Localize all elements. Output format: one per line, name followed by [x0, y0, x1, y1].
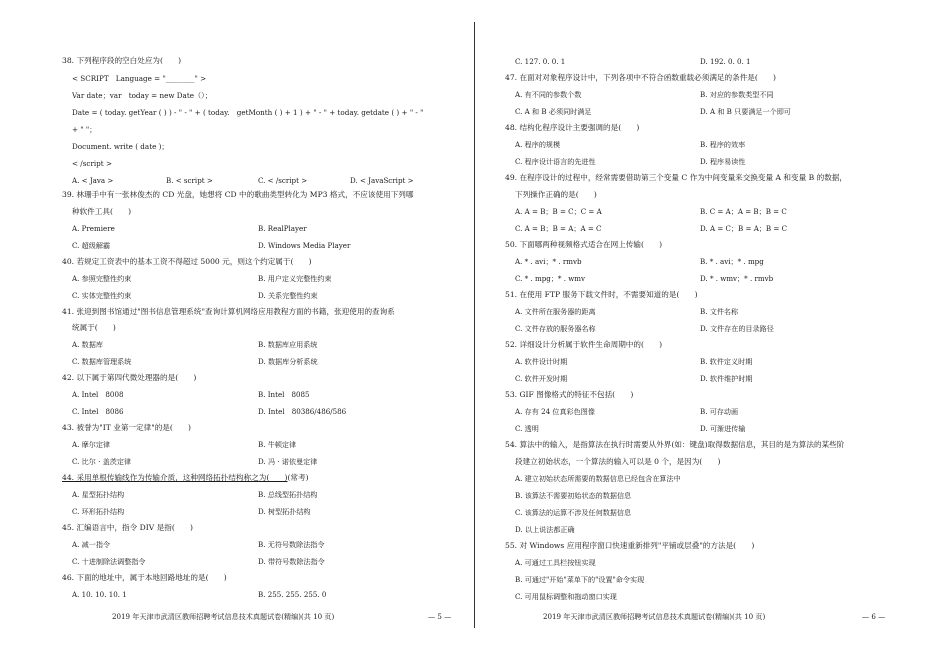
option-c: C. 可用鼠标调整和拖动窗口实现 — [515, 592, 617, 601]
question-42-stem: 42. 以下属于第四代微处理器的是( ) — [62, 373, 197, 382]
option-d: D. 以上说法都正确 — [515, 525, 575, 534]
question-52-stem: 52. 详细设计分析属于软件生命周期中的( ) — [505, 340, 663, 349]
page-divider — [474, 22, 475, 628]
option-d: D. < JavaScript > — [350, 176, 414, 185]
option-b: B. 该算法不需要初始状态的数据信息 — [515, 491, 632, 500]
option-d: D. Windows Media Player — [258, 241, 351, 250]
option-c: C. 软件开发时期 — [515, 374, 568, 383]
option-b: B. 软件定义时期 — [700, 357, 753, 366]
question-48-stem: 48. 结构化程序设计主要强调的是( ) — [505, 123, 640, 132]
option-a: A. * . avi；* . rmvb — [515, 257, 582, 266]
option-d: D. 文件存在的目录路径 — [700, 324, 774, 333]
option-c: C. 程序设计语言的先进性 — [515, 157, 596, 166]
question-39-stem: 39. 林珊手中有一张林俊杰的 CD 光盘，她想将 CD 中的歌曲类型转化为 MP3 格式，不应该使用下列哪 — [62, 190, 414, 199]
option-b: B. 文件名称 — [700, 307, 739, 316]
option-d: D. 192. 0. 0. 1 — [700, 57, 751, 66]
option-b: B. 对应的参数类型不同 — [700, 90, 774, 99]
option-a: A. 存有 24 位真彩色图像 — [515, 407, 595, 416]
option-c: C. 比尔 · 盖茨定律 — [72, 457, 132, 466]
question-47-stem: 47. 在面对对象程序设计中，下列各项中不符合函数重载必须满足的条件是( ) — [505, 73, 777, 82]
option-d: D. A = C；B = A；B = C — [700, 224, 788, 233]
option-d: D. A 和 B 只要满足一个即可 — [700, 107, 791, 116]
option-b: B. * . avi；* . mpg — [700, 257, 764, 266]
option-a: A. 可通过工具栏按钮实现 — [515, 558, 596, 567]
option-c: C. * . mpg；* . wmv — [515, 274, 586, 283]
option-c: C. 超级解霸 — [72, 241, 111, 250]
option-d: D. * . wmv；* . rmvb — [700, 274, 774, 283]
question-50-stem: 50. 下面哪两种视频格式适合在网上传输( ) — [505, 240, 663, 249]
page-number: — 6 — — [862, 612, 886, 621]
page-number: — 5 — — [428, 612, 452, 621]
footer-title: 2019 年天津市武清区教师招聘考试信息技术真题试卷(精编)(共 10 页) — [543, 612, 766, 621]
code-line-5: Document. write ( date )； — [72, 142, 169, 151]
question-44-stem — [62, 472, 309, 483]
option-a: A. 文件所在服务器的距离 — [515, 307, 596, 316]
left-page — [0, 0, 474, 655]
right-page — [476, 0, 950, 655]
option-d: D. 关系完整性约束 — [258, 291, 318, 300]
code-line-2: Var date；var today = new Date（）； — [72, 91, 212, 100]
option-c: C. Intel 8086 — [72, 407, 124, 416]
question-53-stem: 53. GIF 图像格式的特征不包括( ) — [505, 390, 634, 399]
option-d: D. 树型拓扑结构 — [258, 507, 311, 516]
option-d: D. 冯 · 诺依曼定律 — [258, 457, 318, 466]
option-b: B. 无符号数除法指令 — [258, 540, 325, 549]
question-51-stem: 51. 在使用 FTP 服务下载文件时，不需要知道的是( ) — [505, 290, 698, 299]
option-a: A. Intel 8008 — [72, 390, 124, 399]
option-b: B. 牛顿定律 — [258, 440, 297, 449]
option-b: B. 程序的效率 — [700, 140, 746, 149]
option-b: B. RealPlayer — [258, 224, 307, 233]
option-a: A. Premiere — [72, 224, 115, 233]
option-d: D. Intel 80386/486/586 — [258, 407, 347, 416]
option-d: D. 软件维护时期 — [700, 374, 753, 383]
option-c: C. 该算法的运算不涉及任何数据信息 — [515, 508, 632, 517]
option-c: C. 十进制除法调整指令 — [72, 557, 146, 566]
option-a: A. A = B；B = C；C = A — [515, 207, 602, 216]
option-a: A. 减一指令 — [72, 540, 111, 549]
option-b: B. 数据库应用系统 — [258, 340, 318, 349]
question-45-stem: 45. 汇编语言中，指令 DIV 是指( ) — [62, 523, 193, 532]
question-49-stem: 49. 在程序设计的过程中，经常需要借助第三个变量 C 作为中间变量来交换变量 A 和变量 B 的数据， — [505, 173, 847, 182]
option-a: A. 10. 10. 10. 1 — [72, 590, 127, 599]
code-line-4: + " "； — [72, 125, 97, 134]
question-41-stem: 41. 张迎到图书馆通过"图书信息管理系统"查询计算机网络应用教程方面的书籍，张迎使用的查询系 — [62, 307, 395, 316]
option-b: B. 用户定义完整性约束 — [258, 274, 332, 283]
option-b: B. 可通过"开始"菜单下的"设置"命令实现 — [515, 575, 645, 584]
question-46-stem: 46. 下面的地址中，属于本地回路地址的是( ) — [62, 573, 227, 582]
option-a: A. < Java > — [72, 176, 114, 185]
option-a: A. 摩尔定律 — [72, 440, 111, 449]
option-c: C. 实体完整性约束 — [72, 291, 132, 300]
option-d: D. 可渐进传输 — [700, 424, 746, 433]
option-b: B. 总线型拓扑结构 — [258, 490, 318, 499]
code-line-3: Date = ( today. getYear ( ) ) - " - " + ( today. getMonth ( ) + 1 ) + " - " + today. getdate ( ) + " - " — [72, 108, 424, 117]
option-c: C. 文件存放的服务器名称 — [515, 324, 596, 333]
option-c: C. A = B；B = A；A = C — [515, 224, 602, 233]
option-c: C. 127. 0. 0. 1 — [515, 57, 566, 66]
option-a: A. 建立初始状态所需要的数据信息已经包含在算法中 — [515, 474, 681, 483]
option-a: A. 星型拓扑结构 — [72, 490, 125, 499]
question-49-stem-cont: 下列操作正确的是( ) — [515, 190, 597, 199]
question-39-stem-cont: 种软件工具( ) — [72, 207, 132, 216]
question-38-stem: 38. 下列程序段的空白处应为( ) — [62, 56, 182, 65]
question-43-stem: 43. 被誉为"IT 业第一定律"的是( ) — [62, 423, 192, 432]
question-55-stem: 55. 对 Windows 应用程序窗口快速重新排列"平铺或层叠"的方法是( ) — [505, 541, 755, 550]
option-a: A. 软件设计时期 — [515, 357, 568, 366]
option-b: B. < script > — [166, 176, 213, 185]
option-b: B. Intel 8085 — [258, 390, 310, 399]
option-b: B. C = A；A = B；B = C — [700, 207, 787, 216]
question-41-stem-cont: 统属于( ) — [72, 323, 116, 332]
question-54-stem-cont: 段建立初始状态，一个算法的输入可以是 0 个，是因为( ) — [515, 457, 721, 466]
option-c: C. 环形拓扑结构 — [72, 507, 125, 516]
footer-title: 2019 年天津市武清区教师招聘考试信息技术真题试卷(精编)(共 10 页) — [112, 612, 335, 621]
option-c: C. < /script > — [258, 176, 308, 185]
option-a: A. 参照完整性约束 — [72, 274, 132, 283]
option-c: C. 透明 — [515, 424, 539, 433]
question-40-stem: 40. 若规定工资表中的基本工资不得超过 5000 元，则这个约定属于( ) — [62, 257, 312, 266]
option-d: D. 数据库分析系统 — [258, 357, 318, 366]
option-a: A. 程序的规模 — [515, 140, 561, 149]
option-a: A. 有不同的参数个数 — [515, 90, 582, 99]
option-b: B. 255. 255. 255. 0 — [258, 590, 327, 599]
code-line-1: < SCRIPT Language = "________" > — [72, 74, 207, 83]
option-a: A. 数据库 — [72, 340, 103, 349]
option-d: D. 带符号数除法指令 — [258, 557, 325, 566]
option-c: C. 数据库管理系统 — [72, 357, 132, 366]
frequently-tested-note: (常考) — [287, 473, 309, 482]
question-44-underlined-text: 44. 采用单根传输线作为传输介质，这种网络拓扑结构称之为( ) — [62, 473, 288, 482]
option-d: D. 程序易读性 — [700, 157, 746, 166]
option-c: C. A 和 B 必须同时满足 — [515, 107, 592, 116]
question-54-stem: 54. 算法中的输入，是指算法在执行时需要从外界(如：键盘)取得数据信息，其目的是为算法的某些阶 — [505, 440, 845, 449]
option-b: B. 可存动画 — [700, 407, 739, 416]
code-line-6: < /script > — [72, 159, 112, 168]
